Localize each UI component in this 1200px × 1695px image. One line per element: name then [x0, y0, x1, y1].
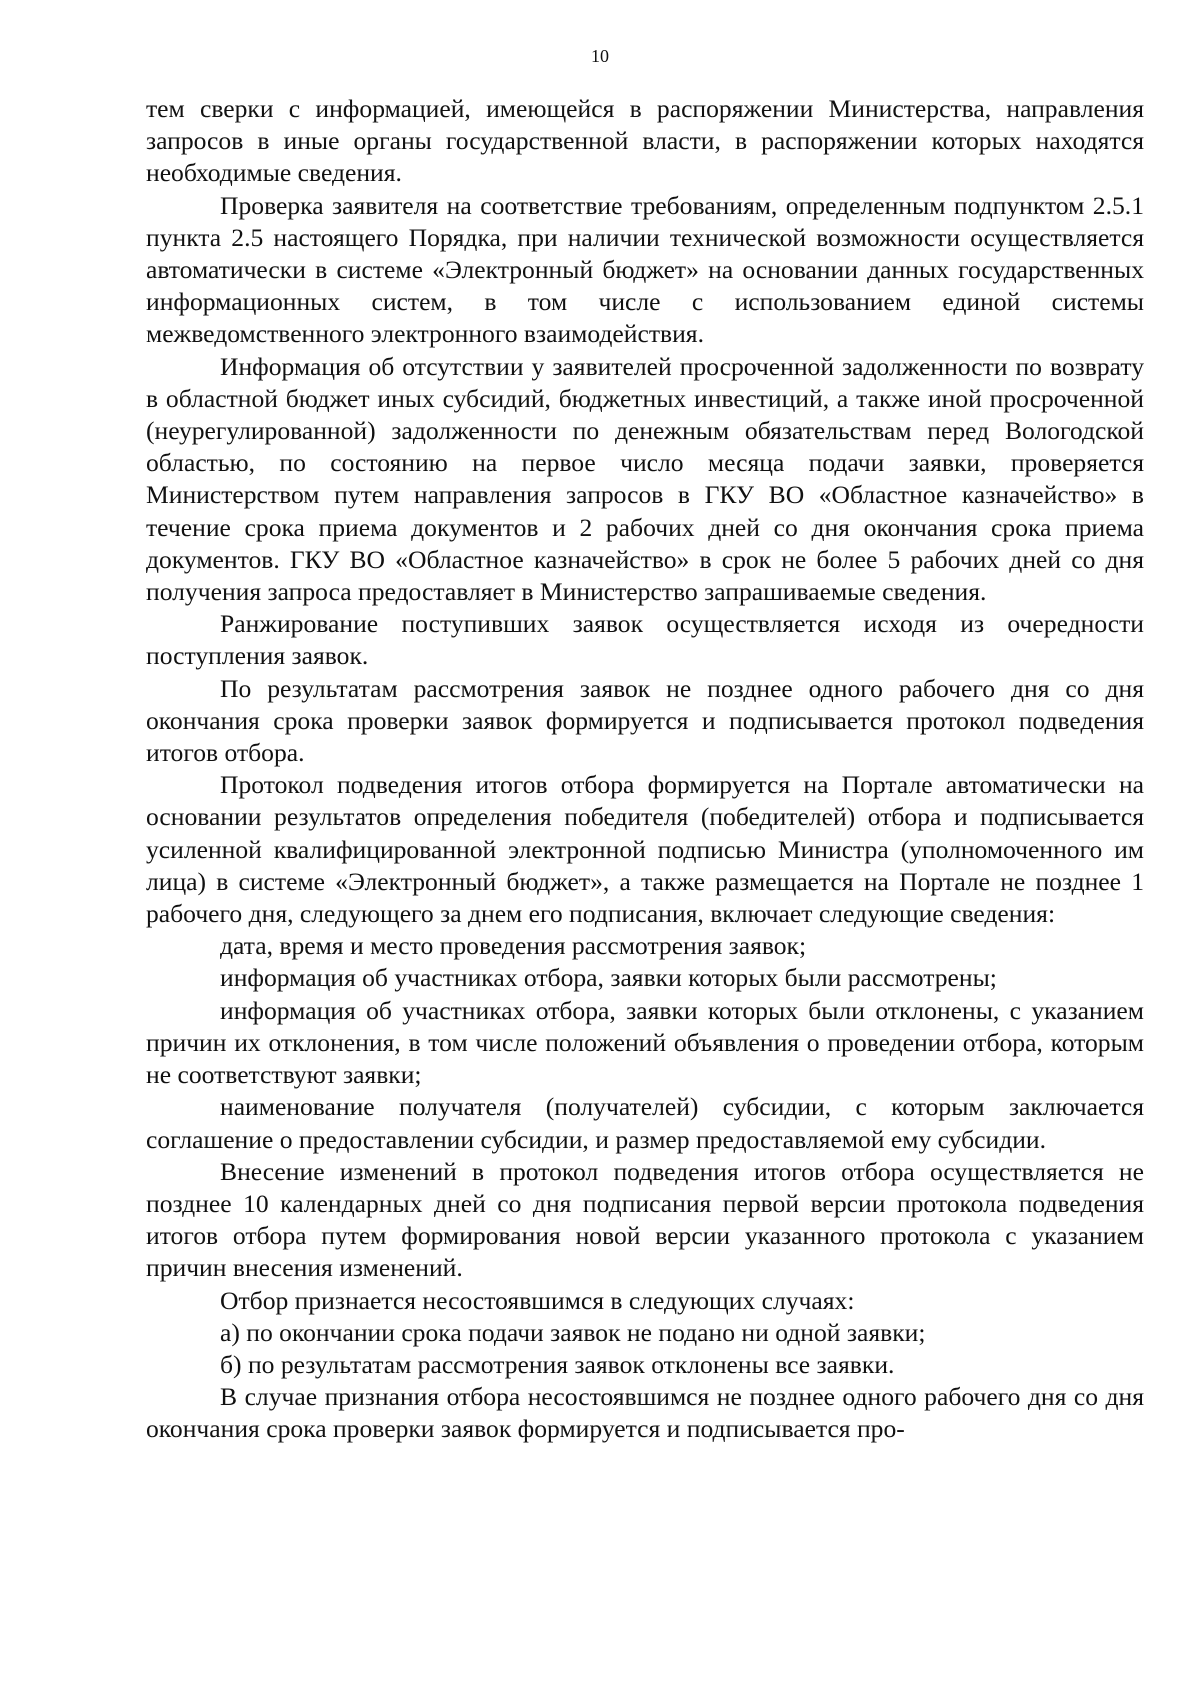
page-number: 10 [591, 46, 609, 66]
paragraph: Проверка заявителя на соответствие требованиям, определенным подпунктом 2.5.1 пункта 2.5 настоящего Порядка, при наличии технической возможности осуществляется автоматически в системе «Электронный бюджет» на основании данных государственных информационных систем, в том числе с использованием единой системы межведомственного электронного взаимодействия. [146, 190, 1144, 349]
list-item: информация об участниках отбора, заявки которых были рассмотрены; [220, 963, 997, 993]
list-item: наименование получателя (получателей) субсидии, с которым заключается соглашение о предоставлении субсидии, и размер предоставляемой ему субсидии. [146, 1092, 1144, 1154]
paragraph: Информация об отсутствии у заявителей просроченной задолженности по возврату в областной бюджет иных субсидий, бюджетных инвестиций, а также иной просроченной (неурегулированной) задолженности по денежным обязательствам перед Вологодской областью, по состоянию на первое число месяца подачи заявки, проверяется Министерством путем направления запросов в ГКУ ВО «Областное казначейство» в течение срока приема документов и 2 рабочих дней со дня окончания срока приема документов. ГКУ ВО «Областное казначейство» в срок не более 5 рабочих дней со дня получения запроса предоставляет в Министерство запрашиваемые сведения. [146, 351, 1144, 607]
list-item: дата, время и место проведения рассмотрения заявок; [220, 931, 807, 961]
paragraph: Внесение изменений в протокол подведения итогов отбора осуществляется не позднее 10 календарных дней со дня подписания первой версии протокола подведения итогов отбора путем формирования новой версии указанного протокола с указанием причин внесения изменений. [146, 1156, 1144, 1283]
paragraph: По результатам рассмотрения заявок не позднее одного рабочего дня со дня окончания срока проверки заявок формируется и подписывается протокол подведения итогов отбора. [146, 673, 1144, 768]
document-body [146, 93, 1144, 1446]
list-item: а) по окончании срока подачи заявок не подано ни одной заявки; [220, 1317, 926, 1347]
list-item: информация об участниках отбора, заявки которых были отклонены, с указанием причин их отклонения, в том числе положений объявления о проведении отбора, которым не соответствуют заявки; [146, 995, 1144, 1090]
paragraph: Ранжирование поступивших заявок осуществляется исходя из очередности поступления заявок. [146, 609, 1144, 671]
paragraph: Отбор признается несостоявшимся в следующих случаях: [220, 1285, 855, 1315]
paragraph: Протокол подведения итогов отбора формируется на Портале автоматически на основании результатов определения победителя (победителей) отбора и подписывается усиленной квалифицированной электронной подписью Министра (уполномоченного им лица) в системе «Электронный бюджет», а также размещается на Портале не позднее 1 рабочего дня, следующего за днем его подписания, включает следующие сведения: [146, 770, 1144, 929]
paragraph: В случае признания отбора несостоявшимся не позднее одного рабочего дня со дня окончания срока проверки заявок формируется и подписывается про- [146, 1382, 1144, 1444]
paragraph: тем сверки с информацией, имеющейся в распоряжении Министерства, направления запросов в иные органы государственной власти, в распоряжении которых находятся необходимые сведения. [146, 94, 1144, 188]
list-item: б) по результатам рассмотрения заявок отклонены все заявки. [220, 1349, 895, 1379]
